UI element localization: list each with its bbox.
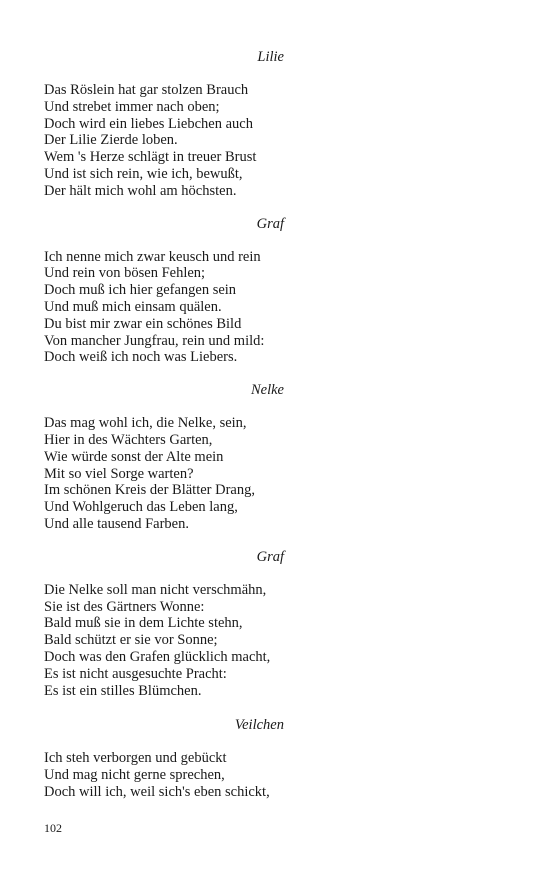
- speaker-heading: Lilie: [257, 49, 284, 65]
- speaker-heading: Nelke: [250, 382, 284, 399]
- verse-line: Doch wird ein liebes Liebchen auch: [44, 115, 253, 132]
- verse-line: Im schönen Kreis der Blätter Drang,: [44, 482, 255, 499]
- speaker-heading: Graf: [256, 548, 284, 565]
- verse-line: Der Lilie Zierde loben.: [44, 132, 178, 149]
- verse-line: Von mancher Jungfrau, rein und mild:: [44, 332, 265, 349]
- verse-line: Du bist mir zwar ein schönes Bild: [44, 315, 242, 332]
- verse-line: Und Wohlgeruch das Leben lang,: [44, 499, 238, 516]
- verse-line: Hier in des Wächters Garten,: [44, 431, 213, 448]
- verse-line: Ich steh verborgen und gebückt: [44, 750, 227, 767]
- verse-line: Bald schützt er sie vor Sonne;: [44, 632, 218, 649]
- verse-line: Sie ist des Gärtners Wonne:: [44, 598, 205, 615]
- stanza-nelke: [44, 381, 284, 533]
- verse-line: Das Röslein hat gar stolzen Brauch: [44, 82, 249, 98]
- verse-line: Und ist sich rein, wie ich, bewußt,: [44, 165, 243, 182]
- verse-line: Das mag wohl ich, die Nelke, sein,: [44, 415, 247, 432]
- speaker-heading: Veilchen: [234, 717, 284, 734]
- stanza-graf-1: [44, 215, 284, 367]
- stanza-veilchen: [44, 716, 284, 800]
- verse-line: Die Nelke soll man nicht verschmähn,: [44, 581, 267, 598]
- speaker-heading: Graf: [256, 215, 284, 232]
- verse-line: Doch was den Grafen glücklich macht,: [44, 648, 271, 665]
- verse-line: Bald muß sie in dem Lichte stehn,: [44, 615, 243, 632]
- stanza-graf-2: [44, 548, 284, 700]
- verse-line: Und alle tausend Farben.: [44, 515, 189, 532]
- verse-line: Und strebet immer nach oben;: [44, 98, 220, 115]
- verse-line: Wem 's Herze schlägt in treuer Brust: [44, 149, 257, 166]
- verse-line: Ich nenne mich zwar keusch und rein: [44, 248, 261, 265]
- verse-line: Und rein von bösen Fehlen;: [44, 265, 206, 282]
- page-number: 102: [44, 821, 62, 835]
- verse-line: Es ist ein stilles Blümchen.: [44, 682, 202, 699]
- verse-line: Doch muß ich hier gefangen sein: [44, 282, 237, 299]
- verse-line: Es ist nicht ausgesuchte Pracht:: [44, 665, 227, 682]
- poem-body: [44, 48, 284, 801]
- verse-line: Und muß mich einsam quälen.: [44, 298, 222, 315]
- stanza-lilie: [44, 48, 284, 200]
- verse-line: Der hält mich wohl am höchsten.: [44, 182, 237, 199]
- verse-line: Doch weiß ich noch was Liebers.: [44, 349, 238, 366]
- verse-line: Wie würde sonst der Alte mein: [44, 448, 224, 465]
- verse-line: Doch will ich, weil sich's eben schickt,: [44, 783, 270, 800]
- verse-line: Mit so viel Sorge warten?: [44, 465, 194, 482]
- verse-line: Und mag nicht gerne sprechen,: [44, 767, 225, 784]
